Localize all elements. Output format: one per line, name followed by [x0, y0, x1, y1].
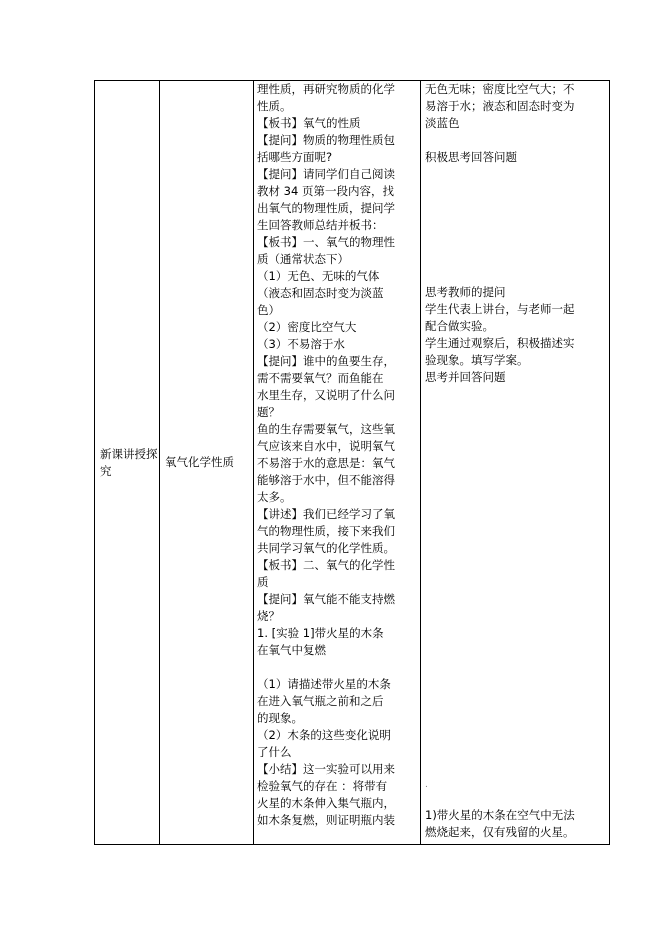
- teacher-line: 在进入氧气瓶之前和之后: [257, 694, 384, 708]
- teacher-line: 1. [实验 1]带火星的木条: [257, 626, 384, 640]
- teacher-line: 题？: [257, 405, 280, 419]
- student-line: 思考教师的提问: [425, 285, 506, 299]
- teacher-line: （1）无色、无味的气体: [257, 269, 380, 283]
- student-top-block: [425, 81, 605, 166]
- teacher-line: 气的物理性质，接下来我们: [257, 524, 395, 538]
- teacher-line: 不易溶于水的意思是：氧气: [257, 456, 395, 470]
- stage-cell: [95, 81, 160, 845]
- teacher-line: 理性质，再研究物质的化学: [257, 82, 395, 96]
- student-line: 淡蓝色: [425, 116, 460, 130]
- teacher-line: 性质。: [257, 99, 292, 113]
- teacher-line: 了什么: [257, 745, 292, 759]
- teacher-line: 火星的木条伸入集气瓶内，: [257, 796, 395, 810]
- teacher-line: （3）不易溶于水: [257, 337, 345, 351]
- teacher-line: 【提问】物质的物理性质包: [257, 133, 395, 147]
- student-line: 燃烧起来，仅有残留的火星。: [425, 825, 575, 839]
- student-activity-text: [421, 81, 609, 844]
- student-activity-cell: [421, 81, 610, 845]
- teacher-line: 【板书】二、氧气的化学性: [257, 558, 395, 572]
- teacher-line: 【板书】一、氧气的物理性: [257, 235, 395, 249]
- teacher-line: 能够溶于水中，但不能溶得: [257, 473, 395, 487]
- teacher-line: （1）请描述带火星的木条: [257, 677, 391, 691]
- teacher-line: 【提问】谁中的鱼要生存，: [257, 354, 395, 368]
- stray-dot: .: [425, 780, 428, 790]
- teacher-line: 需不需要氧气？而鱼能在: [257, 371, 384, 385]
- teacher-activity-text: [254, 81, 420, 844]
- teacher-line: 质（通常状态下）: [257, 252, 349, 266]
- student-line: 1)带火星的木条在空气中无法: [425, 808, 575, 822]
- teacher-line: 气应该来自水中，说明氧气: [257, 439, 395, 453]
- student-line: 学生代表上讲台，与老师一起: [425, 302, 575, 316]
- topic-label: 氧气化学性质: [165, 455, 234, 469]
- student-line: 配合做实验。: [425, 319, 494, 333]
- teacher-line: 【板书】氧气的性质: [257, 116, 361, 130]
- teacher-line: （2）密度比空气大: [257, 320, 357, 334]
- student-line: 无色无味；密度比空气大；不: [425, 82, 575, 96]
- student-line: 思考并回答问题: [425, 370, 506, 384]
- teacher-line: 【讲述】我们已经学习了氧: [257, 507, 395, 521]
- stage-label: 新课讲授探究: [100, 446, 158, 478]
- teacher-line: 太多。: [257, 490, 292, 504]
- teacher-line: 在氧气中复燃: [257, 643, 326, 657]
- teacher-line: 【提问】氧气能不能支持燃: [257, 592, 395, 606]
- teacher-line: 水里生存，又说明了什么问: [257, 388, 395, 402]
- student-line: [425, 132, 605, 149]
- student-line: 验现象。填写学案。: [425, 353, 529, 367]
- teacher-line: （2）木条的这些变化说明: [257, 728, 391, 742]
- teacher-line: 教材 34 页第一段内容，找: [257, 184, 394, 198]
- teacher-line: 共同学习氧气的化学性质。: [257, 541, 395, 555]
- student-mid-block: [425, 284, 605, 386]
- teacher-line: 括哪些方面呢?: [257, 150, 333, 164]
- teacher-line: 色）: [257, 303, 280, 317]
- teacher-line: 【提问】请同学们自己阅读: [257, 167, 395, 181]
- topic-cell: [160, 81, 254, 845]
- lesson-plan-table: [94, 80, 610, 845]
- teacher-line: （液态和固态时变为淡蓝: [257, 286, 384, 300]
- teacher-line: 生回答教师总结并板书：: [257, 218, 384, 232]
- teacher-line: 质: [257, 575, 269, 589]
- teacher-line: 鱼的生存需要氧气，这些氧: [257, 422, 395, 436]
- teacher-activity-cell: [254, 81, 421, 845]
- teacher-line: 出氧气的物理性质，提问学: [257, 201, 395, 215]
- teacher-line: [257, 659, 416, 676]
- student-line: 易溶于水；液态和固态时变为: [425, 99, 575, 113]
- student-line: 积极思考回答问题: [425, 150, 517, 164]
- student-bottom-block: [425, 807, 605, 841]
- teacher-line: 的现象。: [257, 711, 303, 725]
- teacher-line: 【小结】这一实验可以用来: [257, 762, 395, 776]
- teacher-line: 烧？: [257, 609, 280, 623]
- student-line: 学生通过观察后，积极描述实: [425, 336, 575, 350]
- spacer: [425, 166, 605, 284]
- teacher-line: 检验氧气的存在 ：将带有: [257, 779, 388, 793]
- table-row: [95, 81, 610, 845]
- teacher-line: 如木条复燃，则证明瓶内装: [257, 813, 395, 827]
